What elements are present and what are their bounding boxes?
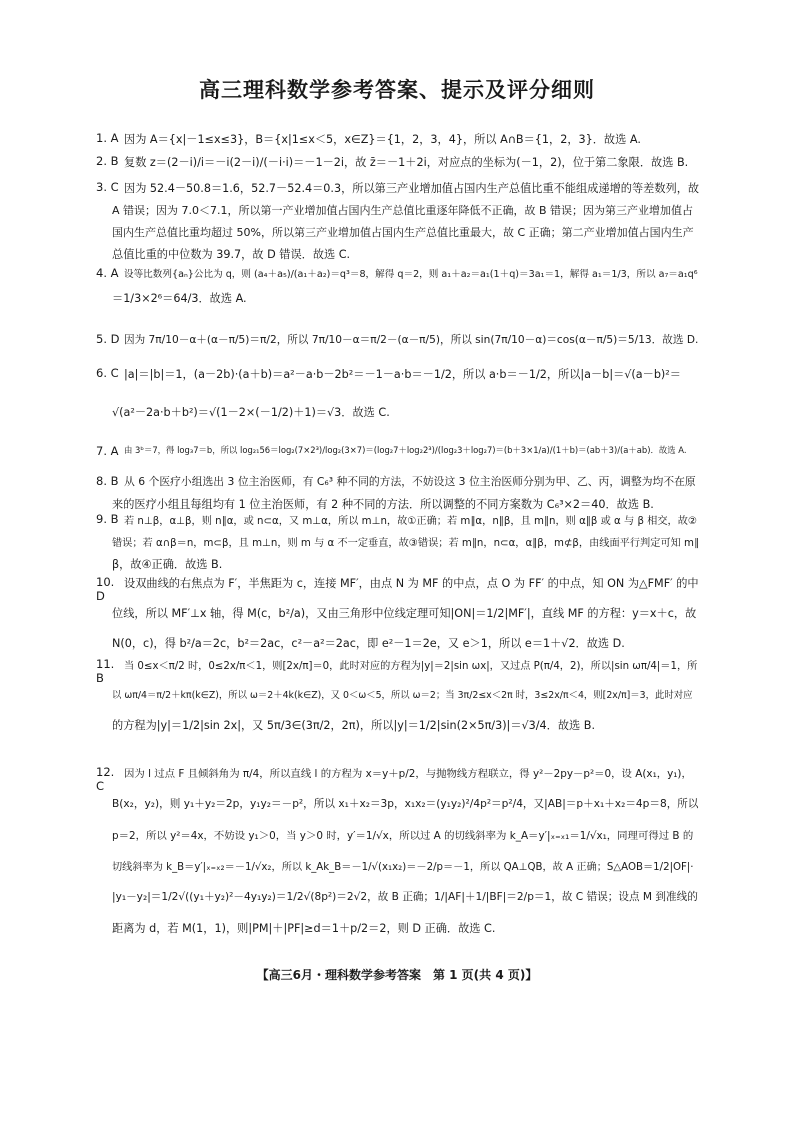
answer-line: p＝2，所以 y²＝4x，不妨设 y₁＞0，当 y＞0 时，y′＝1/√x，所以过 A 的切线斜率为 k_A＝y′|ₓ₌ₓ₁＝1/√x₁，同理可得过 B 的 <box>112 830 694 842</box>
answer-line: ＝1/3×2⁶＝64/3．故选 A. <box>112 292 247 305</box>
answer-number: 2. B <box>96 154 119 168</box>
answer-line: 由 3ᵇ＝7，得 log₃7＝b，所以 log₂₁56＝log₂(7×2³)/log₂(3×7)＝(log₂7＋log₂2³)/(log₂3＋log₂7)＝(b＋3×1/a)/(1＋b)＝(ab＋3)/(a＋ab)．故选 A. <box>124 445 687 455</box>
answer-line: A 错误；因为 7.0＜7.1，所以第一产业增加值占国内生产总值比重逐年降低不正确，故 B 错误；因为第三产业增加值占 <box>112 204 694 217</box>
page-title: 高三理科数学参考答案、提示及评分细则 <box>199 78 595 102</box>
answer-number: 6. C <box>96 366 119 380</box>
answer-number: 1. A <box>96 131 119 145</box>
page-footer: 【高三6月・理科数学参考答案 第 1 页(共 4 页)】 <box>256 968 538 982</box>
answer-line: |a|＝|b|＝1，(a－2b)·(a＋b)＝a²－a·b－2b²＝－1－a·b＝－1/2，所以 a·b＝－1/2，所以|a－b|＝√(a－b)²＝ <box>124 368 681 381</box>
answer-line: β，故④正确．故选 B. <box>112 558 223 571</box>
answer-line: √(a²－2a·b＋b²)＝√(1－2×(－1/2)＋1)＝√3．故选 C. <box>112 406 390 419</box>
answer-number: 10. D <box>96 575 115 603</box>
answer-line: 距离为 d，若 M(1，1)，则|PM|＋|PF|≥d＝1＋p/2＝2，则 D 正确．故选 C. <box>112 922 496 935</box>
answer-line: 设双曲线的右焦点为 F′，半焦距为 c，连接 MF′，由点 N 为 MF 的中点，点 O 为 FF′ 的中点，知 ON 为△FMF′ 的中 <box>124 577 699 590</box>
answer-line: 国内生产总值比重均超过 50%，所以第三产业增加值占国内生产总值比重最大，故 C 正确；第二产业增加值占国内生产 <box>112 226 694 239</box>
answer-line: 复数 z＝(2－i)/i＝－i(2－i)/(－i·i)＝－1－2i，故 z̄＝－1＋2i，对应点的坐标为(－1，2)，位于第二象限．故选 B. <box>124 156 689 169</box>
answer-number: 12. C <box>96 765 115 793</box>
answer-number: 7. A <box>96 444 119 458</box>
answer-line: |y₁－y₂|＝1/2√((y₁＋y₂)²－4y₁y₂)＝1/2√(8p²)＝2√2，故 B 正确；1/|AF|＋1/|BF|＝2/p＝1，故 C 错误；设点 M 到准线的 <box>112 891 698 903</box>
answer-line: 若 n⊥β，α⊥β，则 n∥α，或 n⊂α，又 m⊥α，所以 m⊥n，故①正确；若 m∥α，n∥β，且 m∥n，则 α∥β 或 α 与 β 相交，故② <box>124 516 698 527</box>
answer-number: 8. B <box>96 474 119 488</box>
answer-line: 从 6 个医疗小组选出 3 位主治医师，有 C₆³ 种不同的方法，不妨设这 3 位主治医师分别为甲、乙、丙，调整为均不在原 <box>124 475 696 488</box>
answer-number: 4. A <box>96 266 119 280</box>
answer-line: 设等比数列{aₙ}公比为 q，则 (a₄＋a₅)/(a₁＋a₂)＝q³＝8，解得 q＝2，则 a₁＋a₂＝a₁(1＋q)＝3a₁＝1，解得 a₁＝1/3，所以 a₇＝a₁q⁶ <box>124 269 698 280</box>
answer-line: 因为 l 过点 F 且倾斜角为 π/4，所以直线 l 的方程为 x＝y＋p/2，与抛物线方程联立，得 y²－2py－p²＝0，设 A(x₁，y₁)， <box>124 768 692 780</box>
answer-line: 当 0≤x＜π/2 时，0≤2x/π＜1，则[2x/π]＝0，此时对应的方程为|y|＝2|sin ωx|，又过点 P(π/4，2)，所以|sin ωπ/4|＝1，所 <box>124 661 698 672</box>
answer-line: 错误；若 α∩β＝n，m⊂β，且 m⊥n，则 m 与 α 不一定垂直，故③错误；若 m∥n，n⊂α，α∥β，m⊄β，由线面平行判定可知 m∥ <box>112 538 700 549</box>
answer-number: 3. C <box>96 180 119 194</box>
answer-line: 位线，所以 MF′⊥x 轴，得 M(c，b²/a)，又由三角形中位线定理可知|ON|＝1/2|MF′|，直线 MF 的方程：y＝x＋c，故 <box>112 607 697 620</box>
answer-line: N(0，c)，得 b²/a＝2c，b²＝2ac，c²－a²＝2ac，即 e²－1＝2e，又 e＞1，所以 e＝1＋√2．故选 D. <box>112 637 625 650</box>
answer-line: 的方程为|y|＝1/2|sin 2x|，又 5π/3∈(3π/2，2π)，所以|y|＝1/2|sin(2×5π/3)|＝√3/4．故选 B. <box>112 719 596 732</box>
answer-line: B(x₂，y₂)，则 y₁＋y₂＝2p，y₁y₂＝－p²，所以 x₁＋x₂＝3p，x₁x₂＝(y₁y₂)²/4p²＝p²/4，又|AB|＝p＋x₁＋x₂＝4p＝8，所以 <box>112 798 699 810</box>
answer-line: 因为 A＝{x|－1≤x≤3}，B＝{x|1≤x＜5，x∈Z}＝{1，2，3，4}，所以 A∩B＝{1，2，3}．故选 A. <box>124 133 641 146</box>
answer-line: 因为 7π/10－α＋(α－π/5)＝π/2，所以 7π/10－α＝π/2－(α－π/5)，所以 sin(7π/10－α)＝cos(α－π/5)＝5/13．故选 D. <box>124 334 699 346</box>
answer-line: 因为 52.4－50.8＝1.6，52.7－52.4＝0.3，所以第三产业增加值占国内生产总值比重不能组成递增的等差数列，故 <box>124 182 700 195</box>
answer-line: 以 ωπ/4＝π/2＋kπ(k∈Z)，所以 ω＝2＋4k(k∈Z)，又 0＜ω＜5，所以 ω＝2；当 3π/2≤x＜2π 时，3≤2x/π＜4，则[2x/π]＝3，此时对应 <box>112 690 693 701</box>
answer-line: 来的医疗小组且每组均有 1 位主治医师，有 2 种不同的方法．所以调整的不同方案数为 C₆³×2＝40．故选 B. <box>112 498 654 511</box>
answer-number: 9. B <box>96 512 119 526</box>
answer-line: 总值比重的中位数为 39.7，故 D 错误．故选 C. <box>112 248 351 261</box>
answer-number: 11. B <box>96 657 115 685</box>
answer-line: 切线斜率为 k_B＝y′|ₓ₌ₓ₂＝－1/√x₂，所以 k_Ak_B＝－1/√(x₁x₂)＝－2/p＝－1，所以 QA⊥QB，故 A 正确；S△AOB＝1/2|OF|· <box>112 862 694 873</box>
answer-number: 5. D <box>96 332 120 346</box>
